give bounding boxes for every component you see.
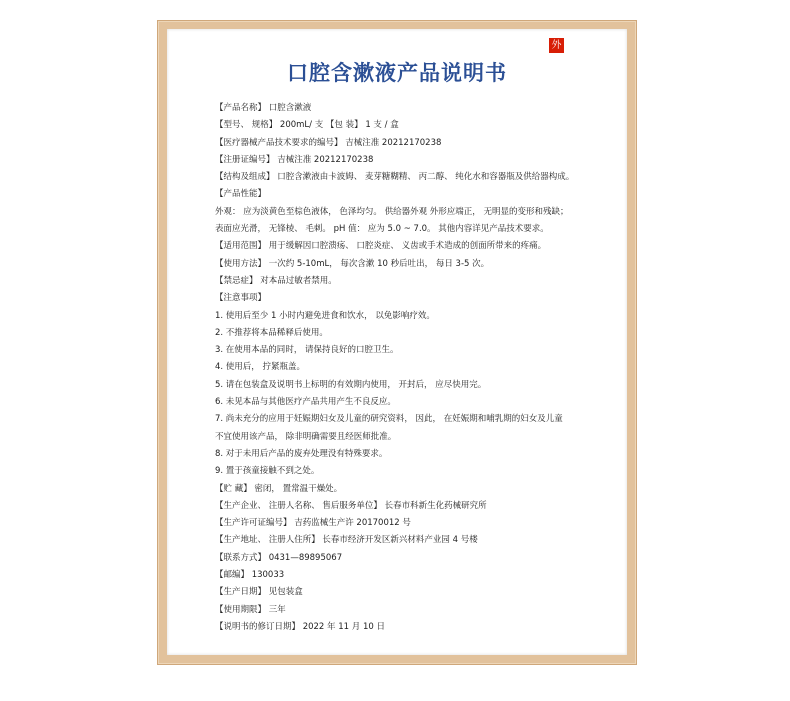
document-line: 【注意事项】 [215, 293, 267, 304]
document-page [167, 29, 627, 655]
document-line: 【联系方式】 0431—89895067 [215, 552, 343, 563]
document-line: 【贮 藏】 密闭， 置常温干燥处。 [215, 483, 343, 494]
document-line: 3. 在使用本品的同时， 请保持良好的口腔卫生。 [215, 345, 399, 356]
document-line: 【医疗器械产品技术要求的编号】 吉械注准 20212170238 [215, 137, 442, 148]
document-line: 7. 尚未充分的应用于妊娠期妇女及儿童的研究资料， 因此， 在妊娠期和哺乳期的妇女及儿童 [215, 414, 563, 425]
document-line: 【生产日期】 见包装盒 [215, 587, 303, 598]
document-line: 【说明书的修订日期】 2022 年 11 月 10 日 [215, 621, 385, 632]
document-line: 【生产许可证编号】 吉药监械生产许 20170012 号 [215, 518, 411, 529]
document-line: 【禁忌症】 对本品过敏者禁用。 [215, 275, 337, 286]
document-line: 【适用范围】 用于缓解因口腔溃疡、 口腔炎症、 义齿或手术造成的创面所带来的疼痛。 [215, 241, 547, 252]
picture-frame [157, 20, 637, 665]
document-line: 外观： 应为淡黄色至棕色液体， 色泽均匀。 供给器外观 外形应端正， 无明显的变形和残缺； [215, 206, 569, 217]
document-line: 【型号、 规格】 200mL/ 支 【包 装】 1 支 / 盒 [215, 120, 399, 131]
document-line: 【结构及组成】 口腔含漱液由卡波姆、 麦芽糖糊精、 丙二醇、 纯化水和容器瓶及供给器构成。 [215, 172, 575, 183]
document-line: 【使用方法】 一次约 5-10mL， 每次含漱 10 秒后吐出， 每日 3-5 次。 [215, 258, 490, 269]
document-line: 5. 请在包装盒及说明书上标明的有效期内使用， 开封后， 应尽快用完。 [215, 379, 487, 390]
document-line: 【生产地址、 注册人住所】 长春市经济开发区新兴材料产业园 4 号楼 [215, 535, 478, 546]
corner-badge: 外 [549, 38, 564, 53]
document-line: 【邮编】 130033 [215, 570, 285, 581]
document-line: 【产品名称】 口腔含漱液 [215, 103, 312, 113]
document-line: 1. 使用后至少 1 小时内避免进食和饮水， 以免影响疗效。 [215, 310, 435, 321]
document-line: 【使用期限】 三年 [215, 604, 286, 615]
document-line: 【产品性能】 [215, 189, 267, 200]
document-line: 6. 未见本品与其他医疗产品共用产生不良反应。 [215, 397, 396, 408]
document-line: 【生产企业、 注册人名称、 售后服务单位】 长春市科新生化药械研究所 [215, 500, 487, 511]
document-line: 不宜使用该产品， 除非明确需要且经医师批准。 [215, 431, 397, 442]
document-line: 表面应光滑， 无锋棱、 毛刺。 pH 值： 应为 5.0 ~ 7.0。 其他内容详见产品技术要求。 [215, 224, 549, 235]
document-title: 口腔含漱液产品说明书 [287, 61, 507, 85]
document-line: 2. 不推荐将本品稀释后使用。 [215, 327, 328, 338]
document-line: 4. 使用后， 拧紧瓶盖。 [215, 362, 306, 373]
document-body [215, 100, 617, 636]
document-line: 9. 置于孩童接触不到之处。 [215, 466, 320, 477]
document-line: 8. 对于未用后产品的废弃处理没有特殊要求。 [215, 448, 388, 459]
document-line: 【注册证编号】 吉械注准 20212170238 [215, 154, 374, 165]
